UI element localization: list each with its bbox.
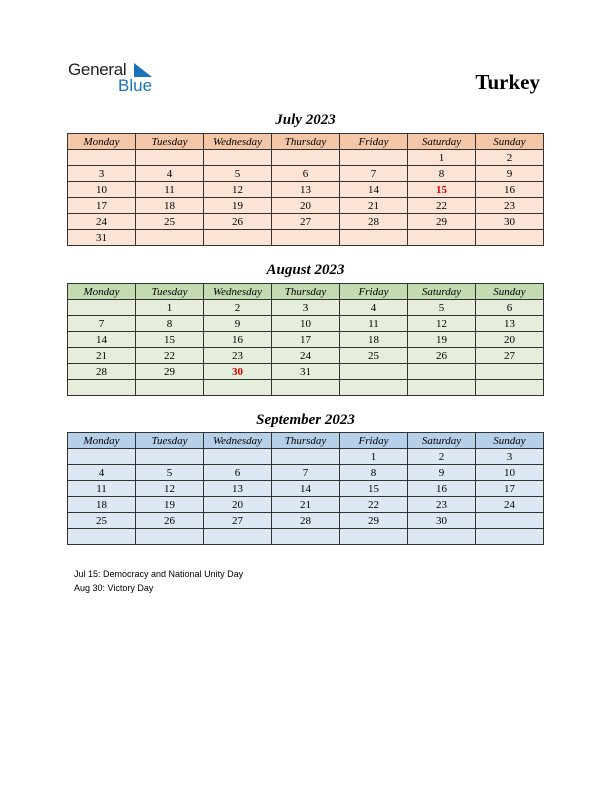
weekday-header: Saturday	[408, 284, 476, 300]
day-cell: 5	[136, 465, 204, 481]
day-cell: 7	[272, 465, 340, 481]
day-cell: 2	[476, 150, 544, 166]
day-cell: 14	[272, 481, 340, 497]
weekday-header: Thursday	[272, 284, 340, 300]
day-cell: 20	[476, 332, 544, 348]
day-cell: 25	[340, 348, 408, 364]
day-cell: 13	[272, 182, 340, 198]
day-cell: 26	[408, 348, 476, 364]
week-row	[68, 214, 544, 230]
day-cell: 15	[340, 481, 408, 497]
day-cell: 22	[340, 497, 408, 513]
day-cell: 10	[68, 182, 136, 198]
week-row	[68, 529, 544, 545]
day-cell: 29	[408, 214, 476, 230]
day-cell	[136, 380, 204, 396]
week-row	[68, 332, 544, 348]
day-cell: 8	[408, 166, 476, 182]
weekday-header: Thursday	[272, 433, 340, 449]
day-cell: 24	[476, 497, 544, 513]
day-cell	[136, 230, 204, 246]
day-cell	[68, 150, 136, 166]
week-row	[68, 465, 544, 481]
day-cell	[68, 380, 136, 396]
holiday-notes	[74, 568, 243, 595]
week-row	[68, 364, 544, 380]
day-cell: 28	[340, 214, 408, 230]
weekday-header: Wednesday	[204, 284, 272, 300]
day-cell: 27	[272, 214, 340, 230]
day-cell: 18	[340, 332, 408, 348]
day-cell: 20	[204, 497, 272, 513]
day-cell	[272, 230, 340, 246]
day-cell: 6	[204, 465, 272, 481]
week-row	[68, 198, 544, 214]
weekday-header: Sunday	[476, 433, 544, 449]
day-cell	[204, 449, 272, 465]
day-cell: 19	[136, 497, 204, 513]
weekday-header: Friday	[340, 284, 408, 300]
day-cell: 4	[68, 465, 136, 481]
day-cell	[476, 529, 544, 545]
day-cell: 21	[68, 348, 136, 364]
day-cell: 12	[408, 316, 476, 332]
day-cell: 10	[476, 465, 544, 481]
day-cell: 17	[272, 332, 340, 348]
holiday-note: Jul 15: Democracy and National Unity Day	[74, 569, 244, 579]
day-cell: 26	[136, 513, 204, 529]
day-cell	[136, 150, 204, 166]
day-cell: 9	[408, 465, 476, 481]
day-cell: 11	[68, 481, 136, 497]
day-cell: 2	[408, 449, 476, 465]
month-title-august: August 2023	[266, 262, 345, 278]
day-cell: 5	[408, 300, 476, 316]
day-cell: 12	[136, 481, 204, 497]
day-cell: 31	[272, 364, 340, 380]
calendar-august	[67, 283, 544, 396]
day-cell: 5	[204, 166, 272, 182]
day-cell: 6	[272, 166, 340, 182]
day-cell: 3	[272, 300, 340, 316]
day-cell: 29	[340, 513, 408, 529]
day-cell: 2	[204, 300, 272, 316]
week-row	[68, 348, 544, 364]
day-cell: 30	[408, 513, 476, 529]
week-row	[68, 497, 544, 513]
day-cell	[272, 449, 340, 465]
day-cell: 30	[476, 214, 544, 230]
day-cell	[408, 364, 476, 380]
day-cell: 15	[136, 332, 204, 348]
day-cell: 20	[272, 198, 340, 214]
day-cell	[340, 230, 408, 246]
week-row	[68, 166, 544, 182]
day-cell: 12	[204, 182, 272, 198]
day-cell	[68, 529, 136, 545]
day-cell: 16	[204, 332, 272, 348]
day-cell	[340, 529, 408, 545]
day-cell	[476, 380, 544, 396]
weekday-header: Monday	[68, 284, 136, 300]
week-row	[68, 380, 544, 396]
day-cell: 9	[204, 316, 272, 332]
week-row	[68, 449, 544, 465]
generalblue-logo	[68, 60, 168, 96]
day-cell: 11	[340, 316, 408, 332]
day-cell: 10	[272, 316, 340, 332]
day-cell	[136, 529, 204, 545]
day-cell: 22	[136, 348, 204, 364]
holiday-note: Aug 30: Victory Day	[74, 582, 154, 593]
day-cell: 28	[272, 513, 340, 529]
weekday-header: Monday	[68, 433, 136, 449]
day-cell: 18	[136, 198, 204, 214]
day-cell	[204, 380, 272, 396]
day-cell: 31	[68, 230, 136, 246]
weekday-header-row	[68, 134, 544, 150]
day-cell: 4	[340, 300, 408, 316]
day-cell	[476, 364, 544, 380]
day-cell	[272, 150, 340, 166]
day-cell: 30	[204, 364, 272, 380]
day-cell	[204, 150, 272, 166]
week-row	[68, 513, 544, 529]
day-cell: 25	[68, 513, 136, 529]
day-cell	[204, 529, 272, 545]
day-cell: 13	[476, 316, 544, 332]
day-cell	[272, 380, 340, 396]
day-cell: 3	[68, 166, 136, 182]
day-cell	[68, 300, 136, 316]
day-cell: 26	[204, 214, 272, 230]
day-cell: 6	[476, 300, 544, 316]
logo-triangle-icon	[134, 63, 154, 77]
day-cell: 4	[136, 166, 204, 182]
month-title-september: September 2023	[256, 412, 355, 428]
weekday-header: Monday	[68, 134, 136, 150]
day-cell: 9	[476, 166, 544, 182]
day-cell: 13	[204, 481, 272, 497]
weekday-header-row	[68, 284, 544, 300]
weekday-header: Thursday	[272, 134, 340, 150]
day-cell	[476, 230, 544, 246]
weekday-header: Saturday	[408, 433, 476, 449]
weekday-header: Tuesday	[136, 134, 204, 150]
day-cell: 21	[272, 497, 340, 513]
day-cell: 17	[476, 481, 544, 497]
day-cell: 14	[340, 182, 408, 198]
day-cell: 7	[340, 166, 408, 182]
day-cell: 24	[272, 348, 340, 364]
day-cell	[408, 529, 476, 545]
weekday-header: Sunday	[476, 134, 544, 150]
day-cell: 16	[408, 481, 476, 497]
day-cell: 27	[204, 513, 272, 529]
day-cell: 23	[204, 348, 272, 364]
week-row	[68, 230, 544, 246]
day-cell	[340, 150, 408, 166]
day-cell: 19	[204, 198, 272, 214]
day-cell	[204, 230, 272, 246]
day-cell: 1	[136, 300, 204, 316]
day-cell: 18	[68, 497, 136, 513]
day-cell	[408, 380, 476, 396]
day-cell: 14	[68, 332, 136, 348]
day-cell: 25	[136, 214, 204, 230]
week-row	[68, 182, 544, 198]
weekday-header: Friday	[340, 433, 408, 449]
day-cell: 19	[408, 332, 476, 348]
day-cell: 22	[408, 198, 476, 214]
week-row	[68, 481, 544, 497]
weekday-header: Wednesday	[204, 134, 272, 150]
day-cell: 16	[476, 182, 544, 198]
day-cell: 28	[68, 364, 136, 380]
weekday-header-row	[68, 433, 544, 449]
day-cell: 7	[68, 316, 136, 332]
day-cell	[340, 380, 408, 396]
day-cell	[476, 513, 544, 529]
day-cell: 1	[340, 449, 408, 465]
logo-blue-text: Blue	[118, 76, 153, 95]
day-cell: 8	[340, 465, 408, 481]
day-cell: 8	[136, 316, 204, 332]
day-cell	[68, 449, 136, 465]
weekday-header: Tuesday	[136, 433, 204, 449]
day-cell	[340, 364, 408, 380]
week-row	[68, 300, 544, 316]
weekday-header: Friday	[340, 134, 408, 150]
day-cell: 21	[340, 198, 408, 214]
day-cell: 15	[408, 182, 476, 198]
day-cell: 24	[68, 214, 136, 230]
day-cell: 23	[408, 497, 476, 513]
calendar-september	[67, 432, 544, 545]
day-cell	[408, 230, 476, 246]
month-title-july: July 2023	[275, 112, 336, 128]
day-cell: 17	[68, 198, 136, 214]
day-cell	[136, 449, 204, 465]
day-cell: 23	[476, 198, 544, 214]
day-cell: 3	[476, 449, 544, 465]
day-cell: 27	[476, 348, 544, 364]
week-row	[68, 316, 544, 332]
country-title: Turkey	[475, 70, 540, 94]
weekday-header: Sunday	[476, 284, 544, 300]
weekday-header: Saturday	[408, 134, 476, 150]
weekday-header: Tuesday	[136, 284, 204, 300]
weekday-header: Wednesday	[204, 433, 272, 449]
day-cell: 1	[408, 150, 476, 166]
logo-general-text: General	[68, 60, 127, 79]
day-cell: 11	[136, 182, 204, 198]
calendar-july	[67, 133, 544, 246]
day-cell	[272, 529, 340, 545]
day-cell: 29	[136, 364, 204, 380]
week-row	[68, 150, 544, 166]
